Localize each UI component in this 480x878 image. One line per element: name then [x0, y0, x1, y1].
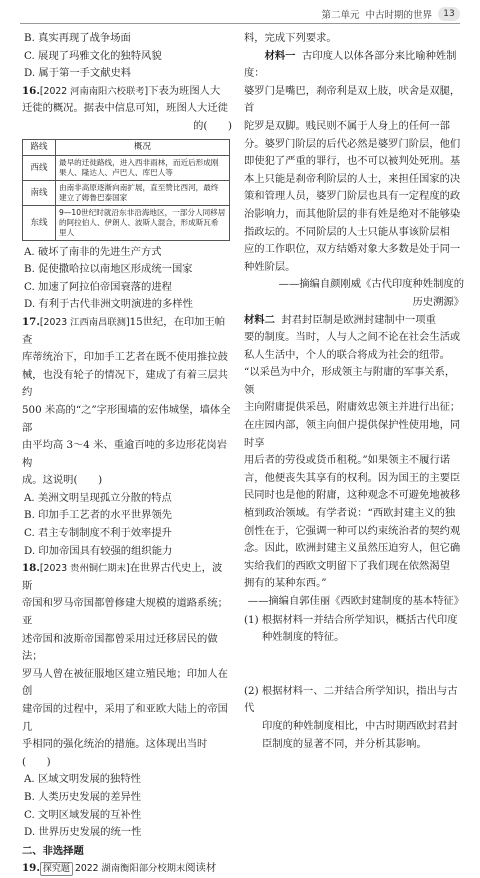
material-one-line: 古印度人以体各部分来比喻种姓制度：	[244, 49, 457, 80]
q17-option-a: A. 美洲文明呈现孤立分散的特点	[24, 491, 172, 504]
table-row	[23, 180, 230, 205]
material-one-line: 策和管理人员，婆罗门阶层也具有一定程度的政	[244, 190, 461, 203]
q17-line-6: 成。这说明( )	[22, 474, 103, 487]
material-one-label: 材料一	[264, 49, 296, 62]
q16-source: [2022 河南南阳六校联考]	[39, 85, 149, 97]
material-one-line: 陀罗是双脚。贱民则不属于人身上的任何一部	[244, 119, 450, 132]
migration-table	[22, 139, 230, 241]
material-two-line: 植到政治领域。有学者说：“西欧封建主义的独	[244, 507, 456, 520]
unit-label: 第二单元	[321, 10, 360, 21]
material-two-line: 私人生活中，个人的联合将成为社会的纽带。	[244, 348, 450, 361]
material-two-line: 在庄园内部，领主向佃户提供保护性使用地，同时享	[244, 419, 461, 449]
material-two-line: 民同时也是他的附庸，这种观念不可避免地被移	[244, 489, 461, 502]
q18-option-d: D. 世界历史发展的统一性	[24, 826, 142, 839]
q17-option-d: D. 印加帝国具有较强的组织能力	[24, 544, 173, 557]
q16-option-c: C. 加速了阿拉伯帝国衰落的进程	[24, 280, 172, 293]
material-two	[244, 312, 464, 611]
question-19-start	[22, 860, 232, 878]
material-two-label: 材料二	[244, 313, 275, 326]
requirement-2-line: 印度的种姓制度相比，中古时期西欧封君封	[262, 719, 458, 732]
q15-option-c: C. 展现了玛雅文化的独特风貌	[24, 49, 162, 62]
q17-line-3: 械，也没有轮子的情况下，建成了有着三层共约	[22, 368, 228, 399]
q18-number: 18.	[22, 562, 40, 575]
q17-number: 17.	[22, 315, 40, 328]
table-header-route: 路线	[23, 139, 56, 155]
q17-option-b: B. 印加手工艺者的水平世界领先	[24, 509, 172, 522]
material-one-line: 种姓阶层。	[244, 260, 296, 273]
q18-line-6: 乎相同的强化统治的措施。这体现出当时( )	[22, 738, 208, 768]
table-cell-region: 东线	[23, 205, 56, 240]
question-18	[22, 560, 232, 842]
requirement-2	[244, 683, 464, 753]
q16-option-b: B. 促使撒哈拉以南地区形成统一国家	[24, 263, 193, 276]
table-cell-text: 最早的迁徙路线，进入西非雨林，而近后形成刚果人、隆达人、卢巴人、库巴人等	[56, 155, 230, 180]
q15-option-d: D. 属于第一手文献史料	[24, 67, 132, 80]
table-cell-text: 9—10世纪时就沿东非沿海地区，一部分人同移居的阿拉伯人、伊朗人、波斯人混合，形成斯瓦希里人	[56, 205, 230, 240]
q17-option-c: C. 君主专制制度不利于效率提升	[24, 527, 172, 540]
material-two-line: 主向附庸提供采邑，附庸效忠领主并进行出征；	[244, 401, 461, 414]
table-cell-text: 由南非高原逐渐向南扩展，直至赞比西河，最终建立了姆鲁巴泰国家	[56, 180, 230, 205]
material-two-line: 封君封臣制是欧洲封建制中一项重	[281, 313, 436, 326]
q17-line-2: 库蒂统治下，印加手工艺者在既不使用推拉鼓	[22, 351, 228, 364]
table-row	[23, 205, 230, 240]
q18-line-5: 建帝国的过程中，采用了和亚欧大陆上的帝国几	[22, 703, 228, 733]
material-two-line: “以采邑为中介，形成领主与附庸的军事关系，领	[244, 366, 456, 396]
section-heading: 二、非选择题	[22, 844, 84, 857]
question-17	[22, 314, 232, 560]
q18-option-a: A. 区域文明发展的独特性	[24, 773, 141, 786]
answer-space	[244, 647, 464, 683]
q19-source: 2022 湖南衡阳部分校期末	[74, 863, 186, 875]
table-row	[23, 155, 230, 180]
question-16	[22, 83, 232, 314]
q16-line-3: 的( )	[193, 119, 232, 132]
q18-line-2: 帝国和罗马帝国都曾修建大规模的道路系统；亚	[22, 597, 228, 628]
material-two-line: 言，他便丧失其享有的权利。因为国王的主要臣	[244, 471, 461, 484]
material-two-line: 实给我们的西欧文明留下了我们现在依然渴望	[244, 559, 450, 572]
q17-line-1: 15世纪，在印加王帕查	[22, 315, 226, 346]
q18-line-1: 在世界古代史上，波斯	[22, 562, 223, 592]
q18-line-3: 述帝国和波斯帝国都曾采用过迁移居民的做法；	[22, 632, 218, 663]
left-column	[22, 30, 232, 878]
q16-option-a: A. 破坏了南非的先进生产方式	[24, 245, 162, 258]
q16-option-d: D. 有利于古代非洲文明演进的多样性	[24, 298, 193, 311]
table-header-overview: 概况	[56, 139, 230, 155]
page-number: 13	[438, 7, 460, 21]
requirement-1	[244, 612, 464, 647]
q16-line-1: 下表为班图人大	[148, 84, 221, 97]
material-one-line: 分。婆罗门阶层的后代必然是婆罗门阶层，他们	[244, 137, 461, 150]
header-divider	[20, 23, 460, 24]
q18-option-c: C. 文明区域发展的互补性	[24, 808, 142, 821]
q16-line-2: 迁徙的概况。据表中信息可知，班图人大迁徙	[22, 102, 228, 115]
q17-source: [2023 江西南昌联测]	[39, 316, 130, 328]
material-one-citation: ——摘编自颜刚威《古代印度种姓制度的	[278, 278, 464, 291]
material-one	[244, 48, 464, 312]
material-one-line: 应的工作职位，双方结婚对象大多数是处于同一	[244, 243, 461, 256]
q15-option-b: B. 真实再现了战争场面	[24, 32, 131, 44]
q19-continuation: 料，完成下列要求。	[244, 32, 337, 44]
material-one-line: 即使犯了严重的罪行，也不可以被判处死刑。基	[244, 155, 461, 168]
requirement-2-line: (2) 根据材料一、二并结合所学知识，指出与古代	[244, 684, 458, 715]
page-header	[321, 6, 460, 22]
q18-source: [2023 贵州铜仁期末]	[39, 563, 130, 575]
material-two-line: 要的制度。当时，人与人之间不论在社会生活或	[244, 331, 461, 344]
material-two-line: 用后者的劳役或货币租税。”如果领主不履行诺	[244, 454, 451, 467]
q19-number: 19.	[22, 862, 40, 875]
right-column	[244, 30, 464, 753]
unit-title: 中古时期的世界	[365, 10, 432, 21]
table-cell-region: 南线	[23, 180, 56, 205]
requirement-2-line: 臣制度的显著不同，并分析其影响。	[262, 737, 427, 750]
requirement-1-line: (1) 根据材料一并结合所学知识，概括古代印度	[244, 613, 458, 626]
q19-line: 阅读材	[185, 862, 217, 875]
material-one-line: 本上只能是刹帝利阶层的人士，来担任国家的决	[244, 172, 461, 185]
q17-line-5: 由平均高 3～4 米、重逾百吨的多边形花岗岩构	[22, 439, 227, 469]
q18-option-b: B. 人类历史发展的差异性	[24, 790, 142, 803]
material-one-line: 治影响力，而其他阶层的非有姓是绝对不能够染	[244, 207, 461, 220]
q16-number: 16.	[22, 84, 40, 97]
q19-tag: 探究题	[40, 862, 73, 876]
material-one-citation-2: 历史溯源》	[412, 295, 464, 308]
q17-line-4: 500 米高的“之”字形围墙的宏伟城堡，墙体全部	[22, 403, 231, 434]
material-two-line: 创性在于，它强调一种可以约束统治者的契约观	[244, 524, 461, 537]
table-cell-region: 西线	[23, 155, 56, 180]
requirement-1-line: 种姓制度的特征。	[262, 631, 345, 644]
q18-line-4: 罗马人曾在被征服地区建立殖民地；印加人在创	[22, 667, 228, 698]
material-one-line: 指政坛的。不同阶层的人士只能从事该阶层相	[244, 225, 450, 238]
material-two-line: 拥有的某种东西。”	[244, 577, 327, 590]
material-two-line: 念。因此，欧洲封建主义虽然压迫穷人，但它确	[244, 542, 461, 555]
material-two-citation: ——摘编自郭佳丽《西欧封建制度的基本特征》	[247, 595, 464, 607]
material-one-line: 婆罗门是嘴巴，刹帝利是双上肢，吠舍是双腿，首	[244, 84, 461, 115]
